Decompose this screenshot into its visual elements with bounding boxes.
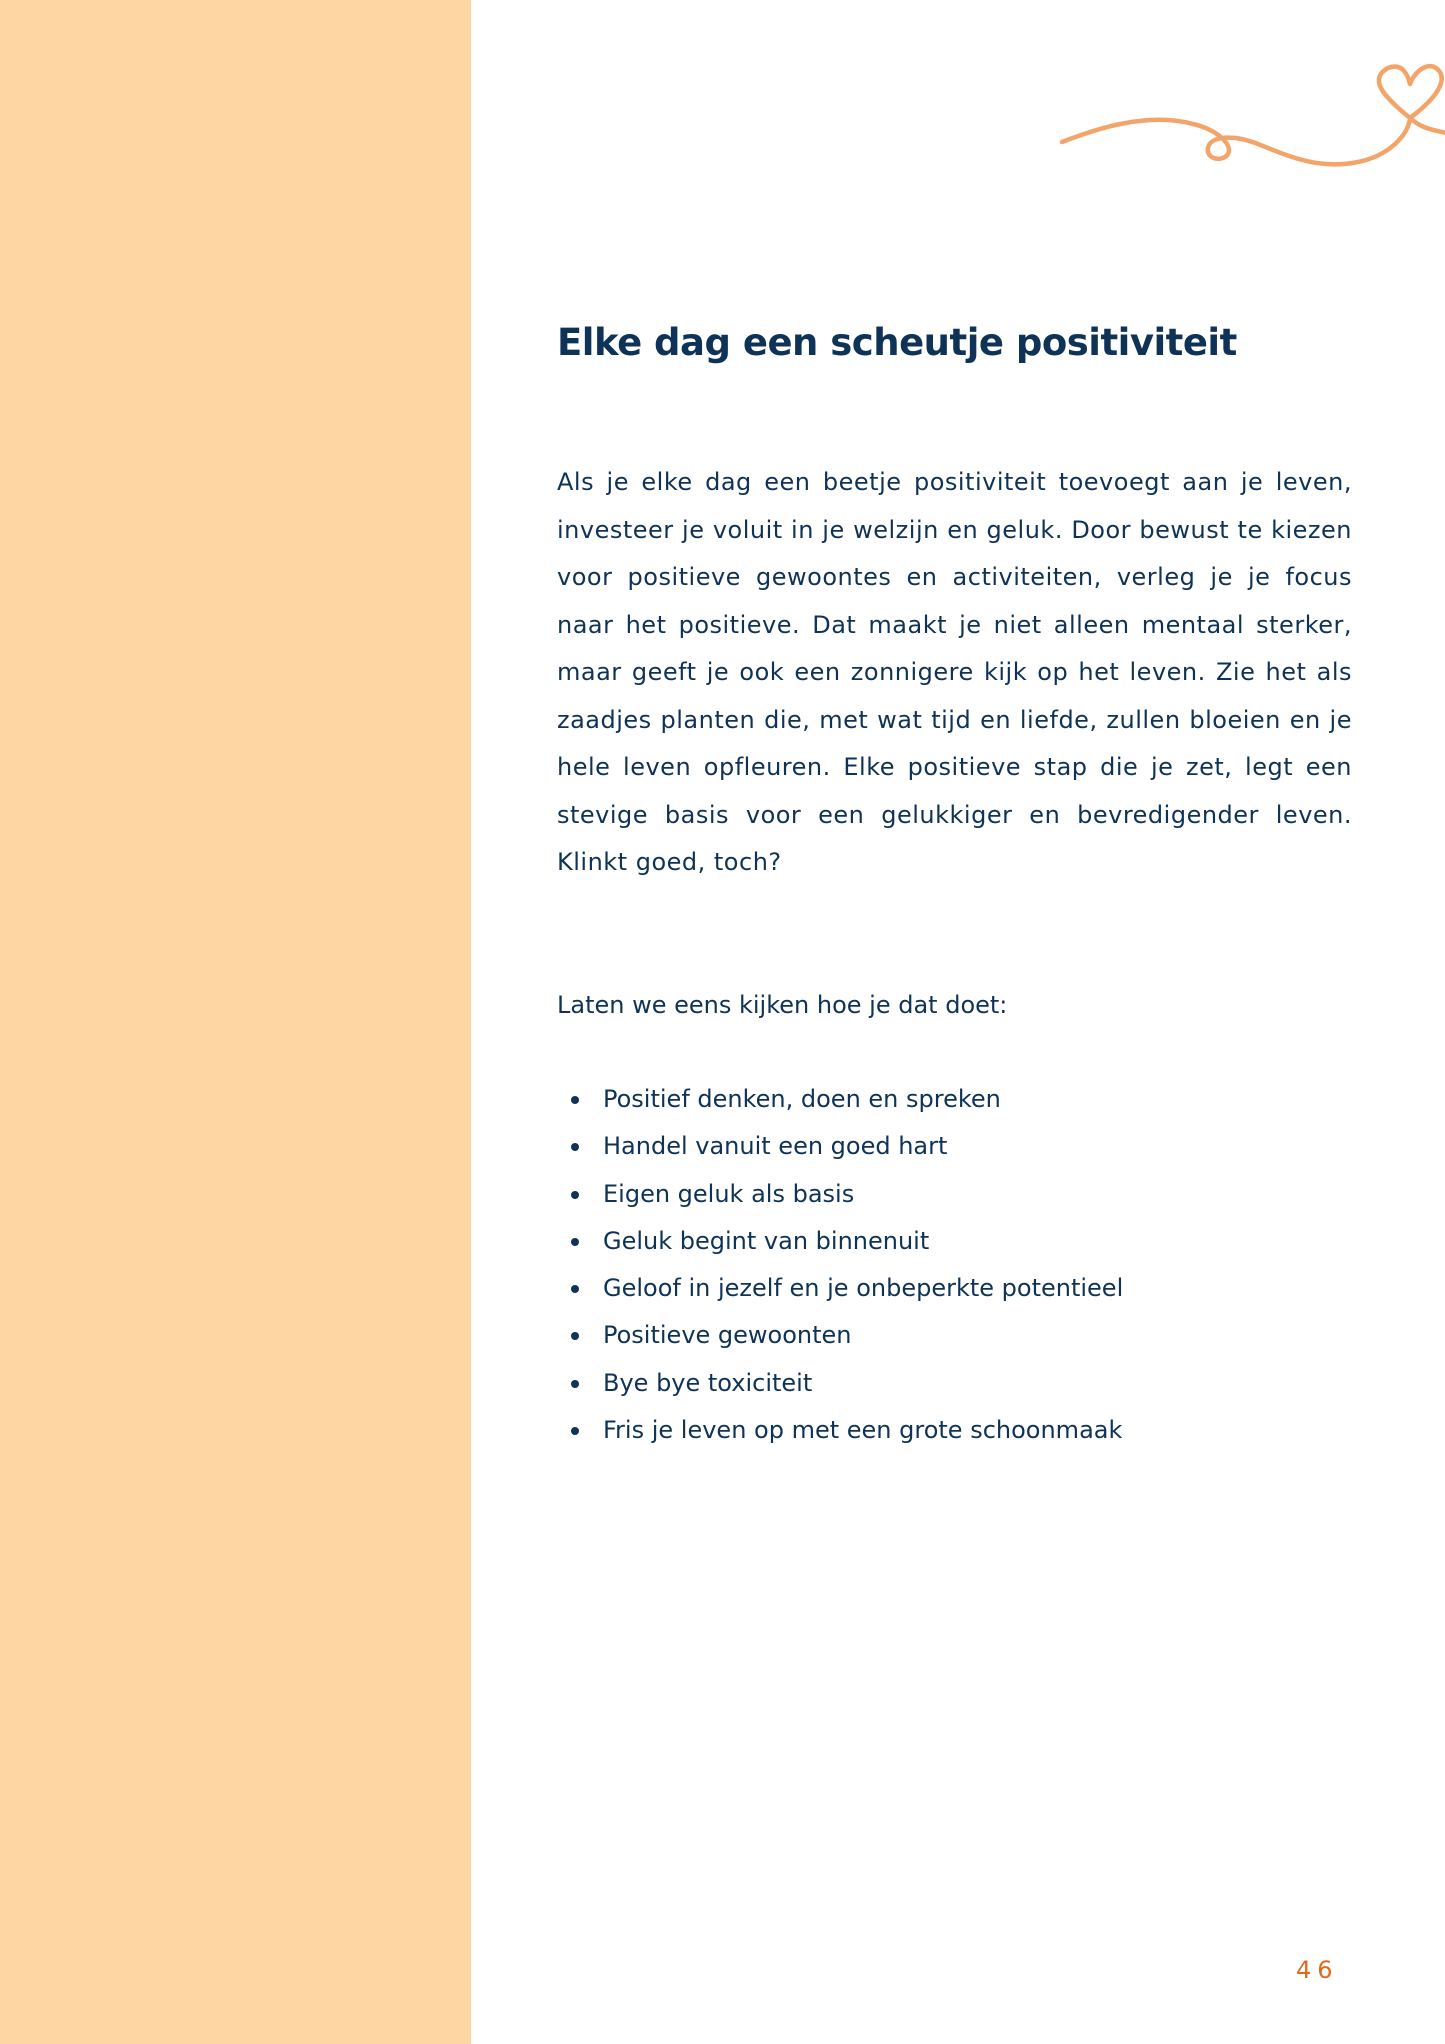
intro-paragraph: Als je elke dag een beetje positiviteit toevoegt aan je leven, investeer je voluit in je welzijn en geluk. Door bewust te kiezen voor positieve gewoontes en activiteiten, verleg je je focus naar het positieve. Dat maakt je niet alleen mentaal sterker, maar geeft je ook een zonnigere kijk op het leven. Zie het als zaadjes planten die, met wat tijd en liefde, zullen bloeien en je hele leven opfleuren. Elke positieve stap die je zet, legt een stevige basis voor een gelukkiger en bevredigender leven. Klinkt goed, toch?: [557, 468, 1352, 876]
list-item-label: Bye bye toxiciteit: [603, 1368, 813, 1397]
list-item-label: Geloof in jezelf en je onbeperkte potentieel: [603, 1274, 1124, 1303]
bullet-icon: [571, 1285, 579, 1293]
list-item-label: Geluk begint van binnenuit: [603, 1226, 930, 1255]
bullet-icon: [571, 1380, 579, 1388]
list-item-label: Positieve gewoonten: [603, 1321, 852, 1350]
list-item-label: Handel vanuit een goed hart: [603, 1132, 948, 1161]
list-lead-text: Laten we eens kijken hoe je dat doet:: [557, 991, 1008, 1019]
side-color-band: [0, 0, 471, 2044]
bullet-icon: [571, 1096, 579, 1104]
list-item-label: Fris je leven op met een grote schoonmaak: [603, 1416, 1123, 1445]
list-item: [557, 1360, 1123, 1407]
list-item: [557, 1312, 1123, 1359]
bullet-icon: [571, 1332, 579, 1340]
main-content: [557, 318, 1352, 1445]
list-item: [557, 1171, 1123, 1218]
page-title: Elke dag een scheutje positiviteit: [557, 321, 1237, 364]
list-item-label: Eigen geluk als basis: [603, 1179, 855, 1208]
bullet-icon: [571, 1143, 579, 1151]
heart-swirl-decoration: [1058, 50, 1445, 180]
list-item: [557, 1265, 1123, 1312]
list-item-label: Positief denken, doen en spreken: [603, 1085, 1001, 1113]
list-item: [557, 1076, 1123, 1123]
list-item: [557, 1407, 1123, 1454]
bullet-icon: [571, 1238, 579, 1246]
tips-list: [557, 1076, 1123, 1454]
page-number: 46: [1296, 1956, 1339, 1984]
bullet-icon: [571, 1191, 579, 1199]
list-item: [557, 1123, 1123, 1170]
list-item: [557, 1218, 1123, 1265]
bullet-icon: [571, 1427, 579, 1435]
